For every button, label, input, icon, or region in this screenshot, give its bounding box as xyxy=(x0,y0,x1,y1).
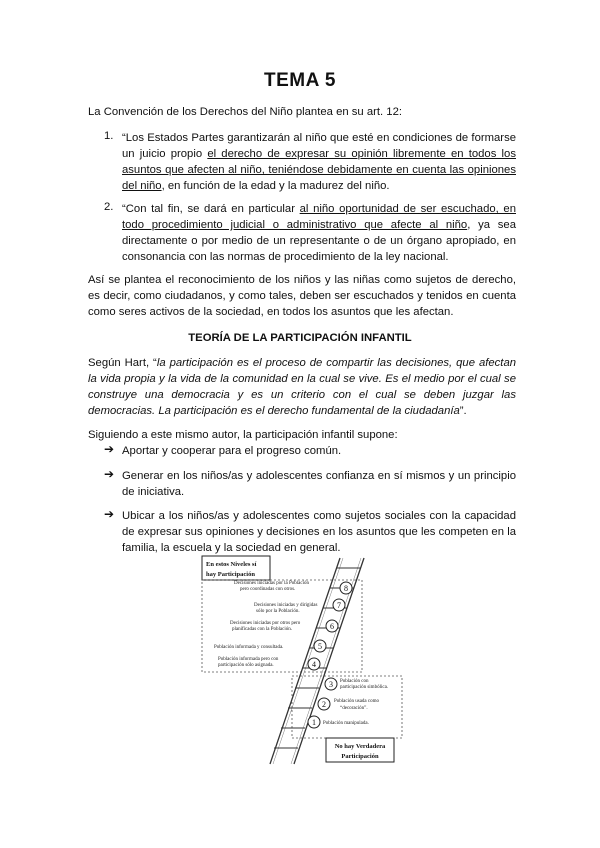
rung-3-number: 3 xyxy=(329,680,333,689)
rung-8-number: 8 xyxy=(344,584,348,593)
rung-6-text-2: planificadas con la Población. xyxy=(232,627,292,632)
bullet-item-1: Aportar y cooperar para el progreso común. xyxy=(122,445,342,457)
rung-1-text-1: Población manipulada. xyxy=(323,721,369,726)
arrow-icon: ➔ xyxy=(104,467,115,481)
section-subtitle: TEORÍA DE LA PARTICIPACIÓN INFANTIL xyxy=(188,332,412,344)
top-label-line-2: hay Participación xyxy=(206,571,255,578)
rung-2-text-1: Población usada como xyxy=(334,699,379,704)
page-title: TEMA 5 xyxy=(264,70,336,91)
rung-8-text-2: pero coordinadas con otros. xyxy=(240,587,296,592)
list-number-2: 2. xyxy=(104,201,114,213)
hart-quote-paragraph: Según Hart, “la participación es el proceso de compartir las decisiones, que afectan la vida propia y la vida de la comunidad en la cual se vive. Es el medio por el cual se construye una democracia y es un criterio con el cual se deben juzgar las democracias. La participación es el derecho fundamental de la ciudadanía”. xyxy=(88,357,517,417)
bottom-label-line-2: Participación xyxy=(341,753,379,760)
bullet-item-3: Ubicar a los niños/as y adolescentes como sujetos sociales con la capacidad de expresar sus opiniones y decisiones en los asuntos que les competen en la familia, la escuela y la sociedad en general. xyxy=(122,510,516,554)
rung-6-number: 6 xyxy=(330,622,334,631)
bullets-intro: Siguiendo a este mismo autor, la participación infantil supone: xyxy=(88,429,398,441)
rung-3-text-2: participación simbólica. xyxy=(340,685,389,690)
arrow-icon: ➔ xyxy=(104,442,115,456)
rung-7-number: 7 xyxy=(337,601,341,610)
rung-4-number: 4 xyxy=(312,660,316,669)
rung-5-number: 5 xyxy=(318,642,322,651)
list-item-2: “Con tal fin, se dará en particular al niño oportunidad de ser escuchado, en todo procedimiento judicial o administrativo que afecte al niño, ya sea directamente o por medio de un representante o de un órgano apropiado, en consonancia con las normas de procedimiento de la ley nacional. xyxy=(122,203,516,263)
rung-2-text-2: “decoración”. xyxy=(340,706,368,711)
rights-paragraph: Así se plantea el reconocimiento de los niños y las niñas como sujetos de derecho, es decir, como ciudadanos, y como tales, deben ser escuchados y tenidos en cuenta como seres activos de la sociedad, en todos los asuntos que les afectan. xyxy=(88,274,516,318)
rung-3-text-1: Población con xyxy=(340,679,369,684)
rung-4-text-1: Población informada pero con xyxy=(218,657,279,662)
rung-8-text-1: Decisiones iniciadas por la Población xyxy=(234,581,309,586)
arrow-icon: ➔ xyxy=(104,507,115,521)
top-label-line-1: En estos Niveles sí xyxy=(206,561,257,568)
intro-paragraph: La Convención de los Derechos del Niño plantea en su art. 12: xyxy=(88,106,403,118)
list-item-1: “Los Estados Partes garantizarán al niño que esté en condiciones de formarse un juicio propio el derecho de expresar su opinión libremente en todos los asuntos que afecten al niño, teniéndose debidamente en cuenta las opiniones del niño, en función de la edad y la madurez del niño. xyxy=(122,132,516,192)
rung-5-text-1: Población informada y consultada. xyxy=(214,645,284,650)
rung-6-text-1: Decisiones iniciadas por otros pero xyxy=(230,621,301,626)
bottom-label-line-1: No hay Verdadera xyxy=(334,743,386,750)
bullet-item-2: Generar en los niños/as y adolescentes confianza en sí mismos y un principio de iniciativa. xyxy=(122,470,516,498)
rung-7-text-1: Decisiones iniciadas y dirigidas xyxy=(254,603,318,608)
list-number-1: 1. xyxy=(104,130,114,142)
rung-7-text-2: sólo por la Población. xyxy=(256,609,300,614)
rung-4-text-2: participación sólo asignada. xyxy=(218,663,274,668)
rung-1-number: 1 xyxy=(312,718,316,727)
participation-ladder-figure xyxy=(200,554,410,766)
rung-2-number: 2 xyxy=(322,700,326,709)
